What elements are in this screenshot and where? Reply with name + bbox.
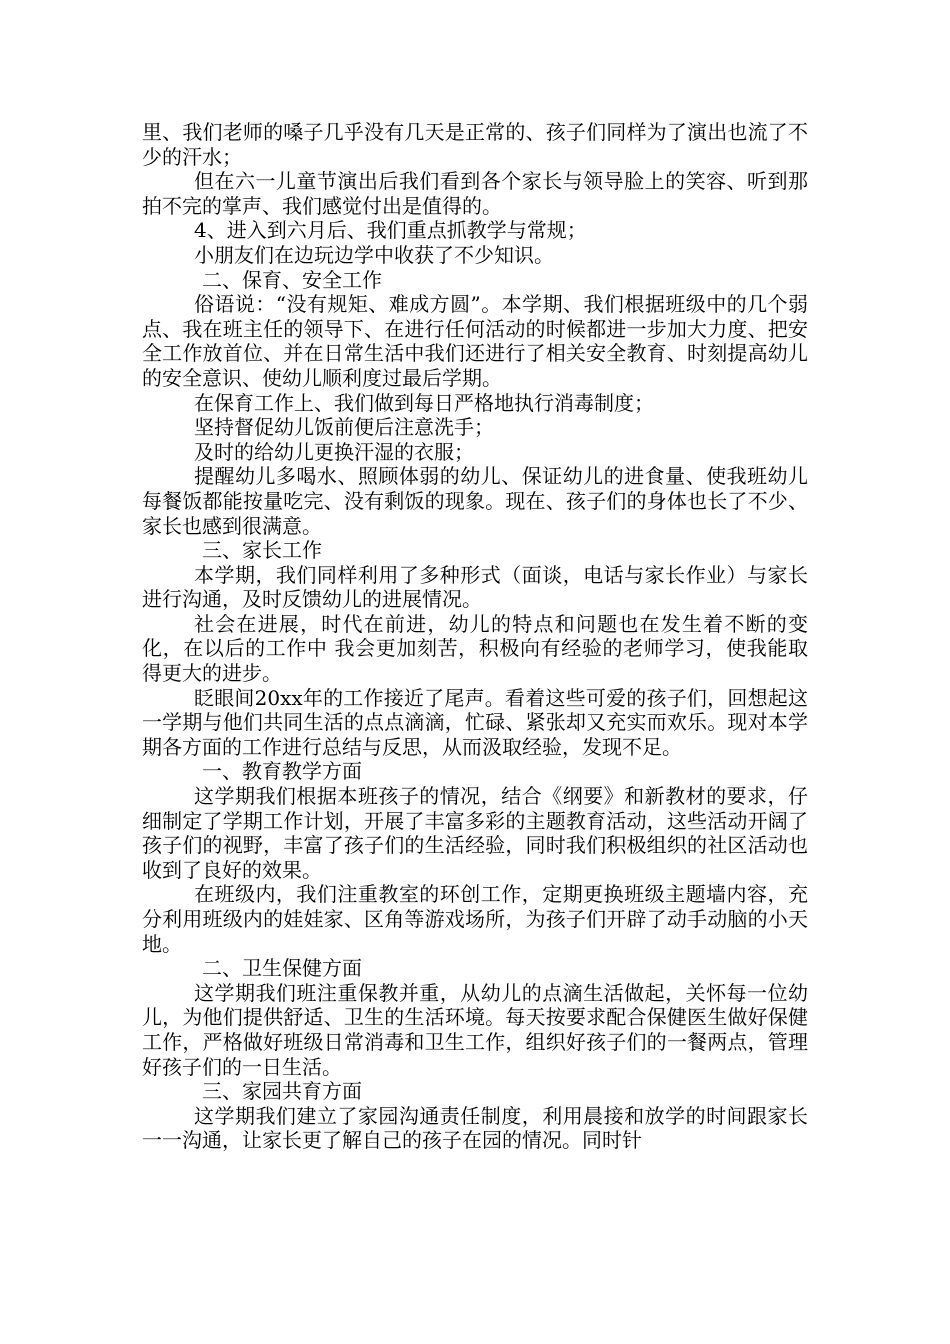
paragraph: 俗语说：“没有规矩、难成方圆”。本学期、我们根据班级中的几个弱点、我在班主任的领导下、在进行任何活动的时候都进一步加大力度、把安全工作放首位、并在日常生活中我们还进行了相关安全教育、时刻提高幼儿的安全意识、使幼儿顺利度过最后学期。 [142, 292, 808, 390]
paragraph: 这学期我们建立了家园沟通责任制度，利用晨接和放学的时间跟家长一一沟通，让家长更了解自己的孩子在园的情况。同时针 [142, 1103, 808, 1153]
paragraph: 提醒幼儿多喝水、照顾体弱的幼儿、保证幼儿的进食量、使我班幼儿每餐饭都能按量吃完、没有剩饭的现象。现在、孩子们的身体也长了不少、家长也感到很满意。 [142, 464, 808, 538]
paragraph: 社会在进展，时代在前进，幼儿的特点和问题也在发生着不断的变化，在以后的工作中 我会更加刻苦，积极向有经验的老师学习，使我能取得更大的进步。 [142, 611, 808, 686]
section-heading: 三、家长工作 [202, 538, 322, 563]
paragraph: 及时的给幼儿更换汗湿的衣服； [194, 439, 474, 464]
section-heading: 二、卫生保健方面 [202, 956, 362, 981]
paragraph: 在保育工作上、我们做到每日严格地执行消毒制度； [194, 390, 654, 415]
paragraph: 这学期我们班注重保教并重，从幼儿的点滴生活做起，关怀每一位幼儿，为他们提供舒适、卫生的生活环境。每天按要求配合保健医生做好保健工作，严格做好班级日常消毒和卫生工作，组织好孩子们的一餐两点，管理好孩子们的一日生活。 [142, 980, 808, 1079]
paragraph: 这学期我们根据本班孩子的情况，结合《纲要》和新教材的要求，仔细制定了学期工作计划，开展了丰富多彩的主题教育活动，这些活动开阔了孩子们的视野，丰富了孩子们的生活经验，同时我们积极组织的社区活动也收到了良好的效果。 [142, 784, 808, 882]
paragraph: 坚持督促幼儿饭前便后注意洗手； [194, 415, 494, 440]
paragraph-continuation: 里、我们老师的嗓子几乎没有几天是正常的、孩子们同样为了演出也流了不少的汗水； [142, 120, 808, 169]
paragraph: 4、进入到六月后、我们重点抓教学与常规； [194, 218, 587, 243]
section-heading: 二、保育、安全工作 [202, 267, 382, 292]
paragraph: 小朋友们在边玩边学中收获了不少知识。 [194, 242, 554, 267]
section-heading: 一、教育教学方面 [202, 759, 362, 784]
paragraph: 在班级内，我们注重教室的环创工作，定期更换班级主题墙内容，充分利用班级内的娃娃家、区角等游戏场所，为孩子们开辟了动手动脑的小天地。 [142, 882, 808, 956]
document-body [142, 120, 808, 1153]
paragraph: 眨眼间20xx年的工作接近了尾声。看着这些可爱的孩子们，回想起这一学期与他们共同生活的点点滴滴，忙碌、紧张却又充实而欢乐。现对本学期各方面的工作进行总结与反思，从而汲取经验，发现不足。 [142, 685, 808, 759]
paragraph: 但在六一儿童节演出后我们看到各个家长与领导脸上的笑容、听到那拍不完的掌声、我们感觉付出是值得的。 [142, 169, 808, 218]
paragraph: 本学期，我们同样利用了多种形式（面谈，电话与家长作业）与家长进行沟通，及时反馈幼儿的进展情况。 [142, 562, 808, 612]
section-heading: 三、家园共育方面 [202, 1079, 362, 1104]
